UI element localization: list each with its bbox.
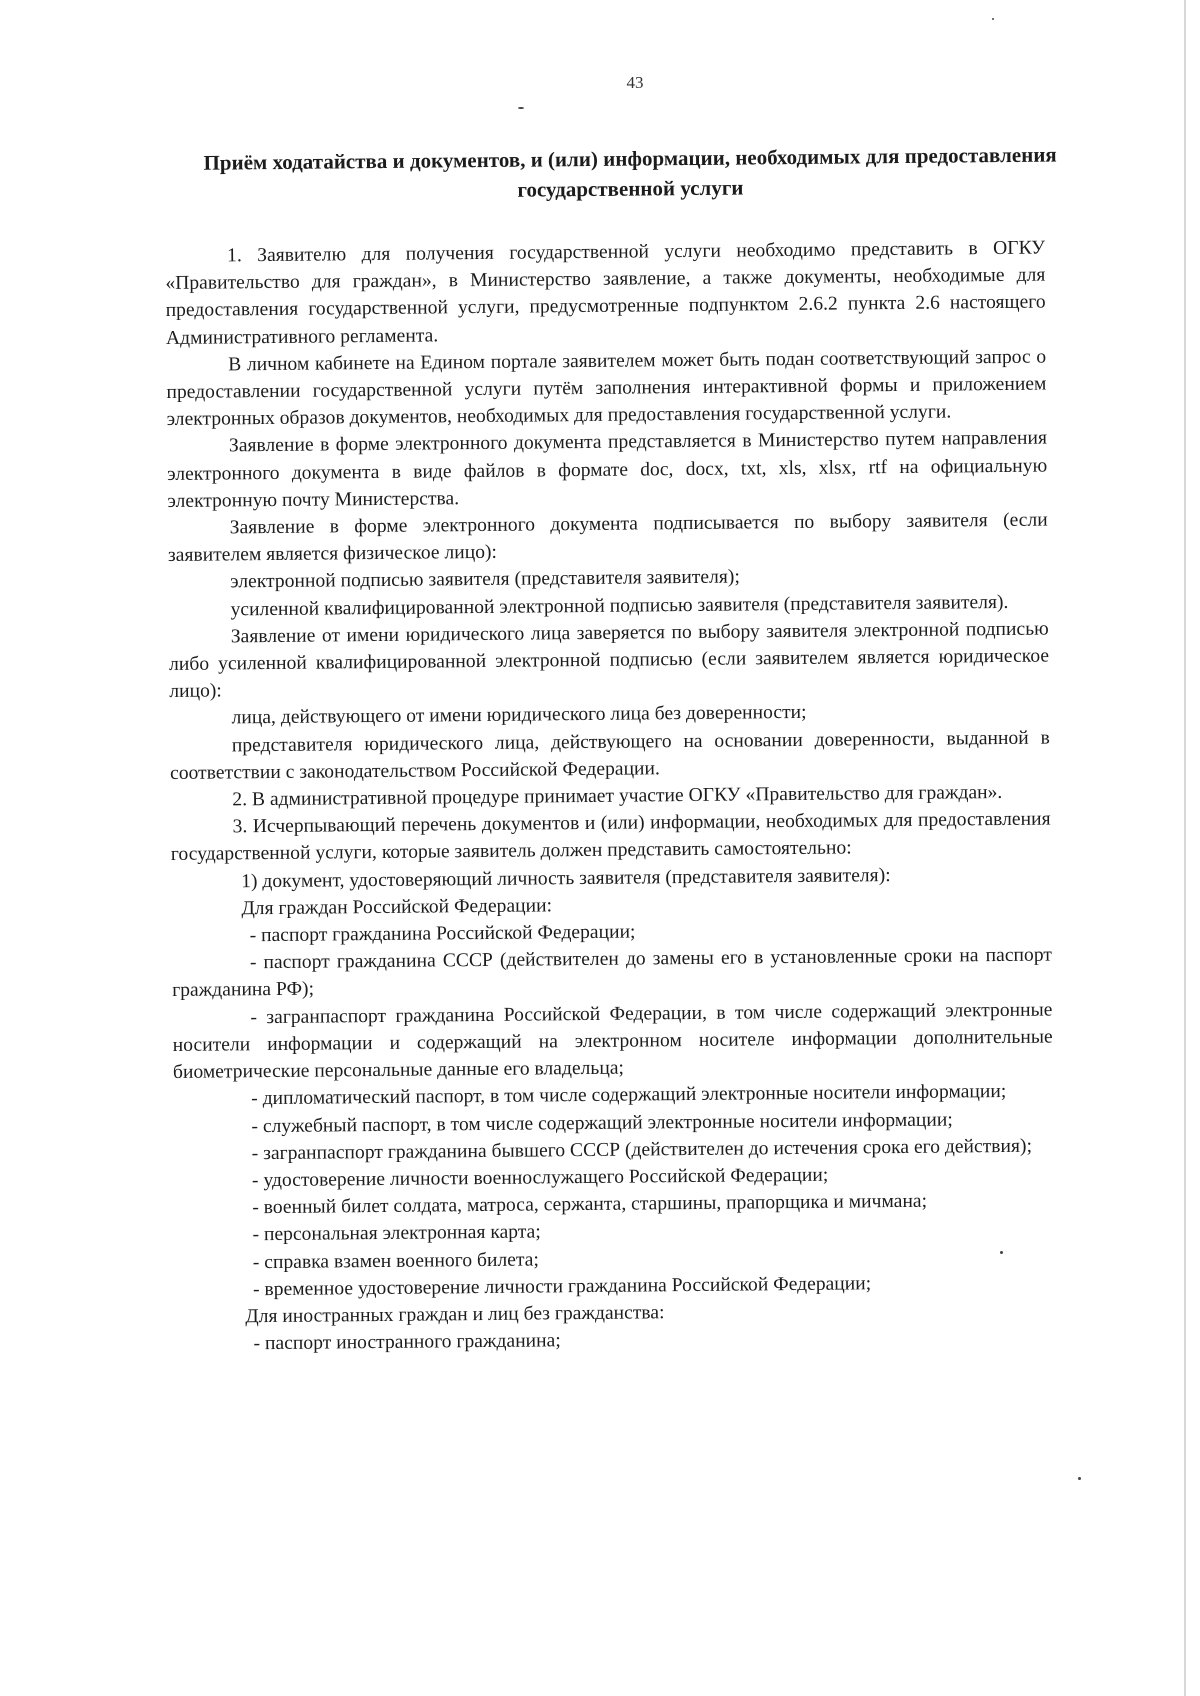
document-body [165, 235, 1056, 1359]
list-item: - персональная электронная карта; [252, 1221, 541, 1246]
list-item: - загранпаспорт гражданина бывшего СССР (действителен до истечения срока его действия); [251, 1135, 1033, 1164]
list-item: - справка взамен военного билета; [252, 1248, 539, 1273]
paragraph: лица, действующего от имени юридического лица без доверенности; [231, 702, 807, 729]
scan-speck [1000, 1251, 1003, 1254]
paragraph: Заявление в форме электронного документа представляется в Министерство путем направления электронного документа в виде файлов в формате doc, docx, txt, xls, xlsx, rtf на официальную электронную почту Министерства. [167, 427, 1048, 512]
list-heading: Для иностранных граждан и лиц без гражданства: [245, 1302, 665, 1328]
list-item: - служебный паспорт, в том числе содержащий электронные носители информации; [251, 1108, 953, 1137]
page-number: 43 [626, 73, 644, 92]
list-item: - паспорт гражданина Российской Федерации; [249, 921, 636, 947]
list-item: - паспорт гражданина СССР (действителен до замены его в установленные сроки на паспорт гражданина РФ); [172, 944, 1052, 1002]
paragraph: электронной подписью заявителя (представителя заявителя); [230, 566, 740, 593]
paragraph: усиленной квалифицированной электронной подписью заявителя (представителя заявителя). [230, 591, 1009, 621]
paragraph: В личном кабинете на Едином портале заявителем может быть подан соответствующий запрос о предоставлении государственной услуги путём заполнения интерактивной формы и приложением электронных образов документов, необходимых для предоставления государственной услуги. [166, 346, 1047, 431]
list-item: - дипломатический паспорт, в том числе содержащий электронные носители информации; [251, 1081, 1007, 1110]
scan-edge-line [1184, 0, 1186, 1696]
list-item: - временное удостоверение личности гражданина Российской Федерации; [252, 1272, 872, 1300]
list-item: - удостоверение личности военнослужащего Российской Федерации; [251, 1164, 829, 1192]
scan-speck [1078, 1477, 1081, 1480]
section-title: Приём ходатайства и документов, и (или) информации, необходимых для предоставления государственной услуги [203, 142, 1057, 202]
paragraph: Заявление в форме электронного документа подписывается по выбору заявителя (если заявителем является физическое лицо): [167, 509, 1048, 567]
list-heading: Для граждан Российской Федерации: [241, 895, 553, 920]
list-heading: 1) документ, удостоверяющий личность заявителя (представителя заявителя): [241, 864, 891, 892]
scan-speck [518, 107, 524, 109]
paragraph: Заявление от имени юридического лица заверяется по выбору заявителя электронной подписью либо усиленной квалифицированной электронной подписью (если заявителем является юридическое лицо): [168, 618, 1050, 703]
list-item: - загранпаспорт гражданина Российской Федерации, в том числе содержащий электронные носители информации и содержащий на электронном носителе информации дополнительные биометрические персональные данные его владельца; [172, 999, 1053, 1084]
list-item: - военный билет солдата, матроса, сержанта, старшины, прапорщика и мичмана; [252, 1190, 928, 1219]
scan-speck [992, 18, 994, 20]
paragraph: представителя юридического лица, действующего на основании доверенности, выданной в соответствии с законодательством Российской Федерации. [169, 727, 1050, 784]
list-item: - паспорт иностранного гражданина; [253, 1330, 561, 1355]
paragraph: 2. В административной процедуре принимает участие ОГКУ «Правительство для граждан». [232, 782, 1003, 811]
paragraph: 3. Исчерпывающий перечень документов и (или) информации, необходимых для предоставления государственной услуги, которые заявитель должен представить самостоятельно: [170, 808, 1051, 866]
paragraph: 1. Заявителю для получения государственной услуги необходимо представить в ОГКУ «Правительство для граждан», в Министерство заявление, а также документы, необходимые для предоставления государственной услуги, предусмотренные подпунктом 2.6.2 пункта 2.6 настоящего Административного регламента. [165, 237, 1046, 349]
